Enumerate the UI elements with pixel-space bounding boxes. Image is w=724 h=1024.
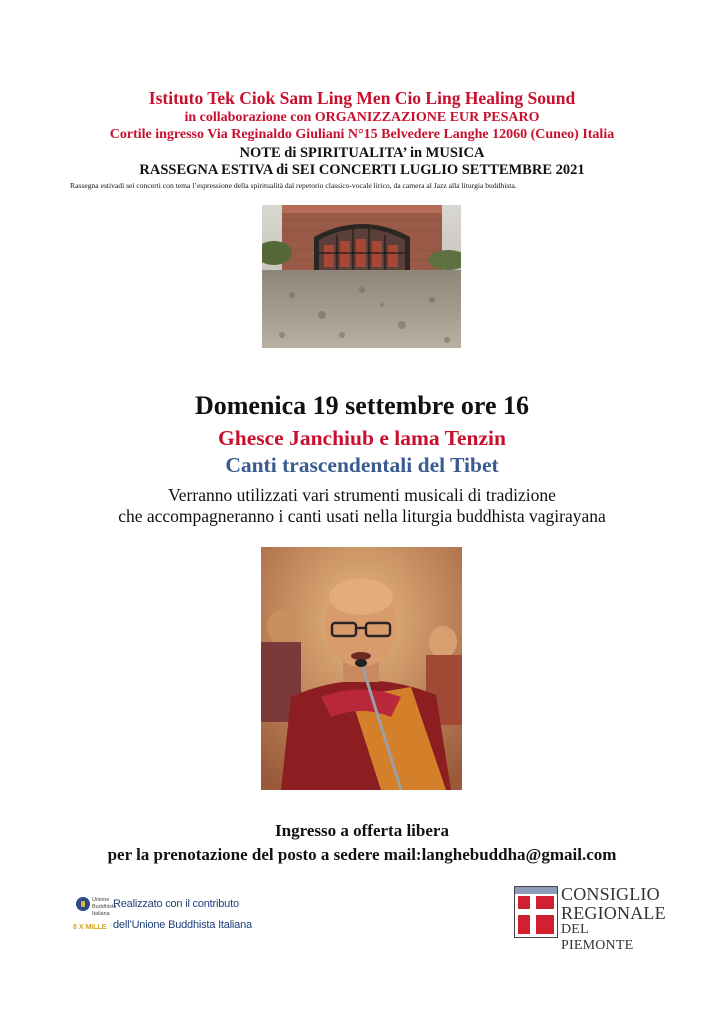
series-subtitle: RASSEGNA ESTIVA di SEI CONCERTI LUGLIO SETTEMBRE 2021 (139, 162, 585, 178)
event-title: Canti trascendentali del Tibet (225, 453, 499, 477)
archway-photo (262, 205, 461, 348)
council-line2: REGIONALE (561, 903, 666, 923)
institute-name: Istituto Tek Ciok Sam Ling Men Cio Ling Healing Sound (148, 88, 576, 108)
collaboration-line: in collaborazione con ORGANIZZAZIONE EUR PESARO (184, 110, 540, 125)
ubi-text-line1: Realizzato con il contributo (113, 898, 239, 910)
ubi-tiny-line2: Buddhista (92, 904, 117, 910)
ubi-8xmille: 8 X MILLE (73, 924, 107, 931)
ubi-text-line2: dell’Unione Buddhista Italiana (113, 919, 252, 931)
ubi-tiny-line3: Italiana (92, 911, 110, 917)
ubi-emblem-icon (76, 897, 90, 911)
consiglio-regionale-logo (512, 884, 666, 953)
series-title: NOTE di SPIRITUALITA’ in MUSICA (239, 145, 485, 161)
monk-photo (261, 547, 462, 790)
council-line1: CONSIGLIO (561, 884, 660, 904)
entry-info: Ingresso a offerta libera (275, 821, 449, 840)
ubi-logo (70, 892, 270, 938)
booking-info: per la prenotazione del posto a sedere mail:langhebuddha@gmail.com (107, 845, 617, 864)
event-description-line1: Verranno utilizzati vari strumenti musicali di tradizione (168, 485, 556, 505)
event-performers: Ghesce Janchiub e lama Tenzin (218, 426, 506, 450)
event-date: Domenica 19 settembre ore 16 (194, 391, 530, 420)
council-line3: DEL PIEMONTE (561, 922, 634, 953)
piemonte-shield-icon (514, 886, 558, 938)
ubi-tiny-line1: Unione (92, 897, 110, 903)
address-line: Cortile ingresso Via Reginaldo Giuliani N°15 Belvedere Langhe 12060 (Cuneo) Italia (109, 127, 615, 142)
series-description: Rassegna estivadi sei concerti con tema l’espressione della spiritualità dal repetorio classico-vocale lirico, da camera al Jazz alla liturgia buddhista. (70, 181, 517, 190)
event-description-line2: che accompagneranno i canti usati nella liturgia buddhista vagirayana (118, 506, 606, 526)
